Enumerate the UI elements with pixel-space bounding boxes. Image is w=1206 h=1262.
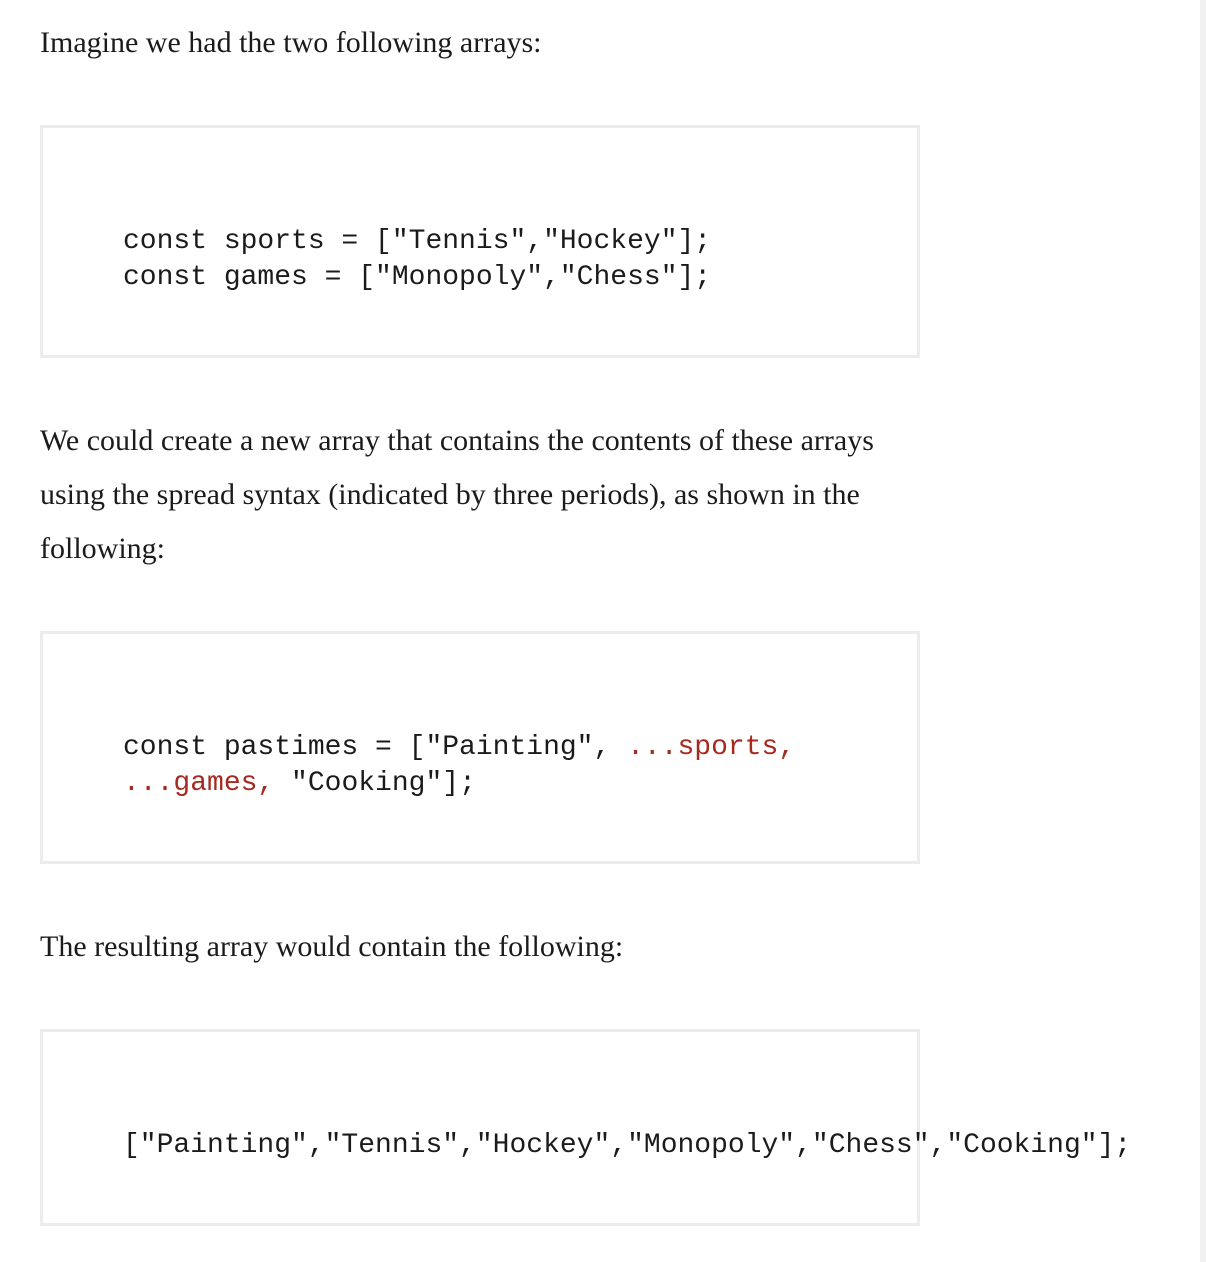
code-token: "Cooking"]; — [274, 768, 476, 799]
code-content — [123, 224, 711, 296]
code-block-result — [40, 1029, 1132, 1226]
code-block-arrays — [40, 125, 920, 358]
code-content — [123, 1128, 1131, 1164]
spread-token: ...sports, — [627, 732, 796, 763]
result-paragraph: The resulting array would contain the following: — [40, 930, 624, 963]
page-right-edge — [1200, 0, 1206, 1262]
code-line: ["Painting","Tennis","Hockey","Monopoly","Chess","Cooking"]; — [123, 1130, 1132, 1161]
code-line: const sports = ["Tennis","Hockey"]; — [123, 226, 712, 257]
code-content — [123, 730, 795, 802]
intro-paragraph: Imagine we had the two following arrays: — [40, 26, 542, 59]
code-block-spread — [40, 631, 920, 864]
code-token: const pastimes = ["Painting", — [123, 732, 628, 763]
code-line: const games = ["Monopoly","Chess"]; — [123, 262, 712, 293]
spread-token: ...games, — [123, 768, 275, 799]
spread-paragraph: We could create a new array that contains the contents of these arrays using the spread syntax (indicated by three periods), as shown in the following: — [40, 424, 874, 565]
